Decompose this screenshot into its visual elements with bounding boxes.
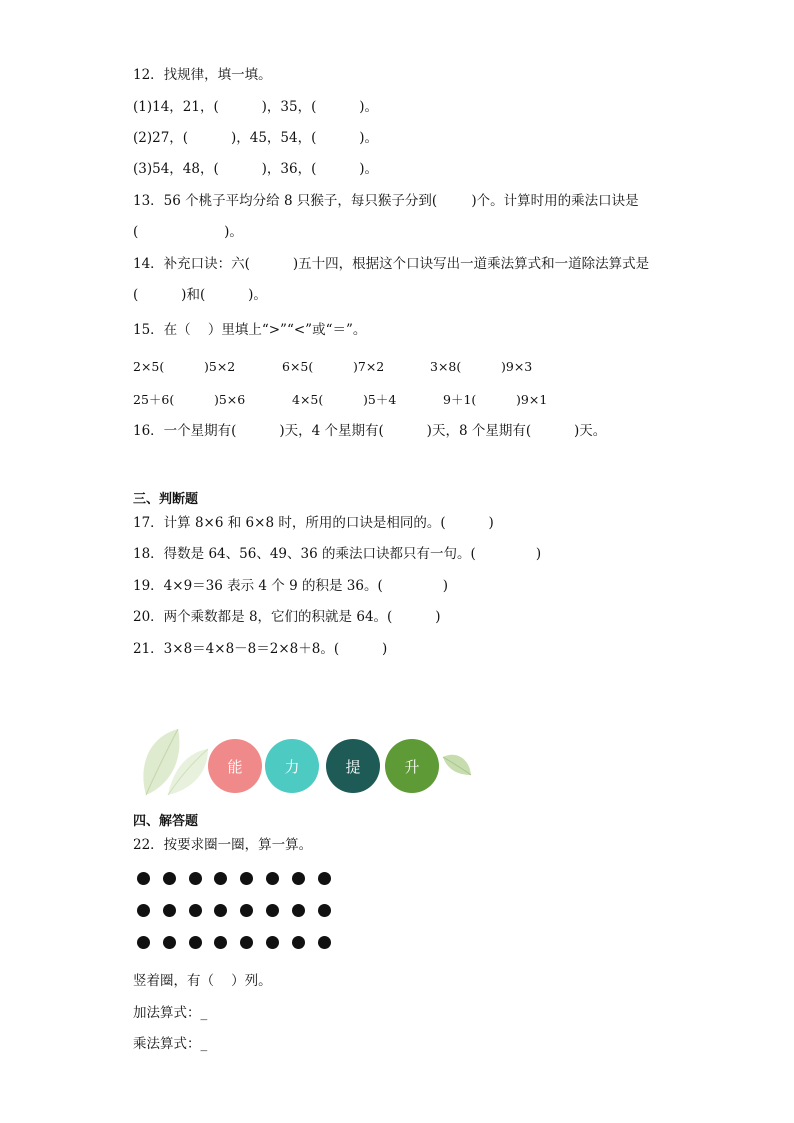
q12-title: 12．找规律，填一填。 <box>133 67 272 83</box>
dot <box>189 872 202 885</box>
dot <box>214 872 227 885</box>
dot <box>189 904 202 917</box>
dot <box>163 936 176 949</box>
q14-line-1: 14．补充口诀：六( )五十四，根据这个口诀写出一道乘法算式和一道除法算式是 <box>133 256 650 272</box>
dot <box>137 904 150 917</box>
q17: 17．计算 8×6 和 6×8 时，所用的口诀是相同的。( ) <box>133 515 494 531</box>
q15-comparison: 25＋6( )5×6 <box>133 392 246 407</box>
q21: 21．3×8＝4×8－8＝2×8＋8。( ) <box>133 641 388 657</box>
dot <box>163 872 176 885</box>
q13-line-1: 13．56 个桃子平均分给 8 只猴子，每只猴子分到( )个。计算时用的乘法口诀是 <box>133 193 639 209</box>
banner-circle-neng: 能 <box>208 739 262 793</box>
answer-multiplication: 乘法算式：_ <box>133 1036 208 1052</box>
dot <box>266 904 279 917</box>
dot <box>240 936 253 949</box>
answer-columns: 竖着圈，有（ ）列。 <box>133 973 272 989</box>
q15-comparison: 3×8( )9×3 <box>430 359 533 374</box>
q22: 22．按要求圈一圈，算一算。 <box>133 837 313 853</box>
dot <box>292 872 305 885</box>
q14-line-2: ( )和( )。 <box>133 287 267 303</box>
dot <box>137 936 150 949</box>
q13-line-2: ( )。 <box>133 224 243 240</box>
banner-circle-ti: 提 <box>326 739 380 793</box>
q16: 16．一个星期有( )天，4 个星期有( )天，8 个星期有( )天。 <box>133 423 607 439</box>
leaf-icon <box>441 751 473 779</box>
q15-comparison: 6×5( )7×2 <box>282 359 385 374</box>
dot <box>240 904 253 917</box>
dot <box>163 904 176 917</box>
dot <box>137 872 150 885</box>
q12-item-2: (2)27，( )，45，54，( )。 <box>133 130 379 146</box>
q12-item-1: (1)14，21，( )，35，( )。 <box>133 99 379 115</box>
q18: 18．得数是 64、56、49、36 的乘法口诀都只有一句。( ) <box>133 546 542 562</box>
dot <box>318 936 331 949</box>
section-4-title: 四、解答题 <box>133 814 199 829</box>
dot <box>240 872 253 885</box>
dot <box>266 936 279 949</box>
q20: 20．两个乘数都是 8，它们的积就是 64。( ) <box>133 609 441 625</box>
dot <box>266 872 279 885</box>
section-3-title: 三、判断题 <box>133 492 199 507</box>
dot <box>214 936 227 949</box>
q15-comparison: 9＋1( )9×1 <box>443 392 548 407</box>
q19: 19．4×9＝36 表示 4 个 9 的积是 36。( ) <box>133 578 449 594</box>
ability-banner <box>138 727 478 797</box>
dot <box>189 936 202 949</box>
dot <box>214 904 227 917</box>
dot <box>318 872 331 885</box>
dot <box>318 904 331 917</box>
answer-addition: 加法算式：_ <box>133 1005 208 1021</box>
q15-title: 15．在（ ）里填上“>”“<”或“＝”。 <box>133 322 367 338</box>
q12-item-3: (3)54，48，( )，36，( )。 <box>133 161 379 177</box>
dot <box>292 904 305 917</box>
dot <box>292 936 305 949</box>
banner-circle-sheng: 升 <box>385 739 439 793</box>
leaf-icon <box>138 727 218 797</box>
banner-circle-li: 力 <box>265 739 319 793</box>
q15-comparison: 4×5( )5＋4 <box>292 392 397 407</box>
q15-comparison: 2×5( )5×2 <box>133 359 236 374</box>
